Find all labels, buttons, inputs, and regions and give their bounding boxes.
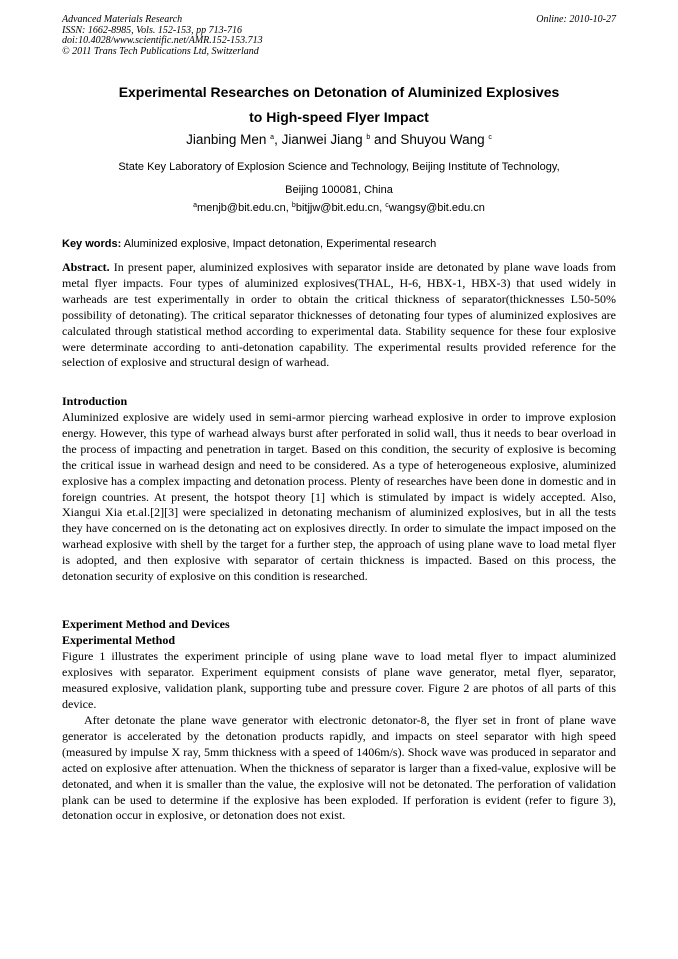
doi-line[interactable]: doi:10.4028/www.scientific.net/AMR.152-153.713 xyxy=(62,35,263,46)
author-superscript: a xyxy=(270,134,275,141)
affiliation-line-1: State Key Laboratory of Explosion Science and Technology, Beijing Institute of Technology, xyxy=(118,161,560,173)
affiliation xyxy=(62,156,616,202)
email-link[interactable]: bitjjw@bit.edu.cn, xyxy=(295,202,386,214)
journal-name: Advanced Materials Research xyxy=(62,14,183,25)
author-emails xyxy=(62,200,616,216)
email-link[interactable]: menjb@bit.edu.cn, xyxy=(196,202,292,214)
methods-paragraph-1: Figure 1 illustrates the experiment principle of using plane wave to load metal flyer to impact aluminized explosives with separator. Experiment equipment consists of plane wave generator, metal flyer, separator, measured explosive, validation plank, supporting tube and pressure cover. Figure 2 are photos of all parts of this device. xyxy=(62,649,616,711)
author-list xyxy=(62,131,616,149)
keywords-label: Key words: xyxy=(62,238,122,250)
copyright-line: © 2011 Trans Tech Publications Ltd, Switzerland xyxy=(62,45,259,57)
abstract xyxy=(62,260,616,371)
author-separator: and xyxy=(370,132,401,147)
abstract-label: Abstract. xyxy=(62,260,110,274)
introduction-text: Aluminized explosive are widely used in semi-armor piercing warhead explosive in order to improve explosion energy. However, this type of warhead always burst after perforated in solid wall, thus it needs to bear overload in the process of impacting and penetration in target. Based on this condition, the security of explosive is becoming the critical issue in warhead design and need to be considered. As a type of heterogeneous explosive, aluminized explosive has a complex impacting and detonation process. Plenty of researches have been done in domestic and in foreign countries. At present, the hotspot theory [1] which is stimulated by impact is widely accepted. Also, Xiangui Xia et.al.[2][3] were specialized in detonating mechanism of aluminized explosives, but in all the tests they have concerned on is the detonating act on explosives directly. In order to simulate the impact imposed on the warhead explosive with shell by the target for a further step, the approach of using plane wave to load metal flyer is adopted, and then explosive with separator of certain thickness is impacted. Based on this process, the detonation security of explosive on this condition is researched. xyxy=(62,410,616,584)
title-line-2: to High-speed Flyer Impact xyxy=(249,109,429,125)
author-name: Jianwei Jiang xyxy=(281,132,363,147)
author-superscript: c xyxy=(488,134,492,141)
author-name: Shuyou Wang xyxy=(400,132,485,147)
journal-header xyxy=(62,15,618,57)
methods-paragraph-2: After detonate the plane wave generator with electronic detonator-8, the flyer set in front of plane wave generator is accelerated by the detonation products rapidly, and impacts on steel separator with high speed (measured by impulse X ray, 5mm thickness with a speed of 1406m/s). Shock wave was produced in separator and acted on explosive after attenuation. When the thickness of separator is larger than a fixed-value, explosive will be detonated, and when it is smaller than the value, the explosive will not be detonated. The perforation of validation plank can be used to determine if the explosive has been exploded. If perforation is evident (refer to figure 3), detonation occur in explosive, or detonation does not exist. xyxy=(62,713,616,823)
methods-subheading: Experimental Method xyxy=(62,633,175,647)
email-superscript: a xyxy=(193,202,197,209)
author-name: Jianbing Men xyxy=(186,132,267,147)
paper-title xyxy=(62,80,616,130)
title-line-1: Experimental Researches on Detonation of Aluminized Explosives xyxy=(118,84,560,100)
email-link[interactable]: wangsy@bit.edu.cn xyxy=(388,202,485,214)
affiliation-line-2: Beijing 100081, China xyxy=(285,184,393,196)
author-separator: , xyxy=(274,132,282,147)
email-superscript: b xyxy=(291,202,296,209)
methods-heading: Experiment Method and Devices xyxy=(62,617,230,631)
email-superscript: c xyxy=(385,202,389,209)
keywords-text: Aluminized explosive, Impact detonation, Experimental research xyxy=(121,238,437,250)
keywords xyxy=(62,236,616,252)
online-date: Online: 2010-10-27 xyxy=(536,14,616,25)
abstract-text: In present paper, aluminized explosives with separator inside are detonated by plane wave loads from metal flyer impacts. Four types of aluminized explosives(THAL, H-6, HBX-1, HBX-3) that used widely in warheads are test experimentally in order to obtain the critical thickness of separator(thicknesses L50-50% possibility of detonating). The critical separator thicknesses of detonating four types of aluminized explosives are calculated through statistical method according to experimental data. Stability sequence for these four explosive were determinate according to anti-detonation capability. The experimental results provided reference for the selection of explosive and structural design of warhead. xyxy=(62,260,616,370)
introduction-heading: Introduction xyxy=(62,394,128,408)
author-superscript: b xyxy=(366,134,371,141)
issn-line: ISSN: 1662-8985, Vols. 152-153, pp 713-716 xyxy=(62,24,242,36)
